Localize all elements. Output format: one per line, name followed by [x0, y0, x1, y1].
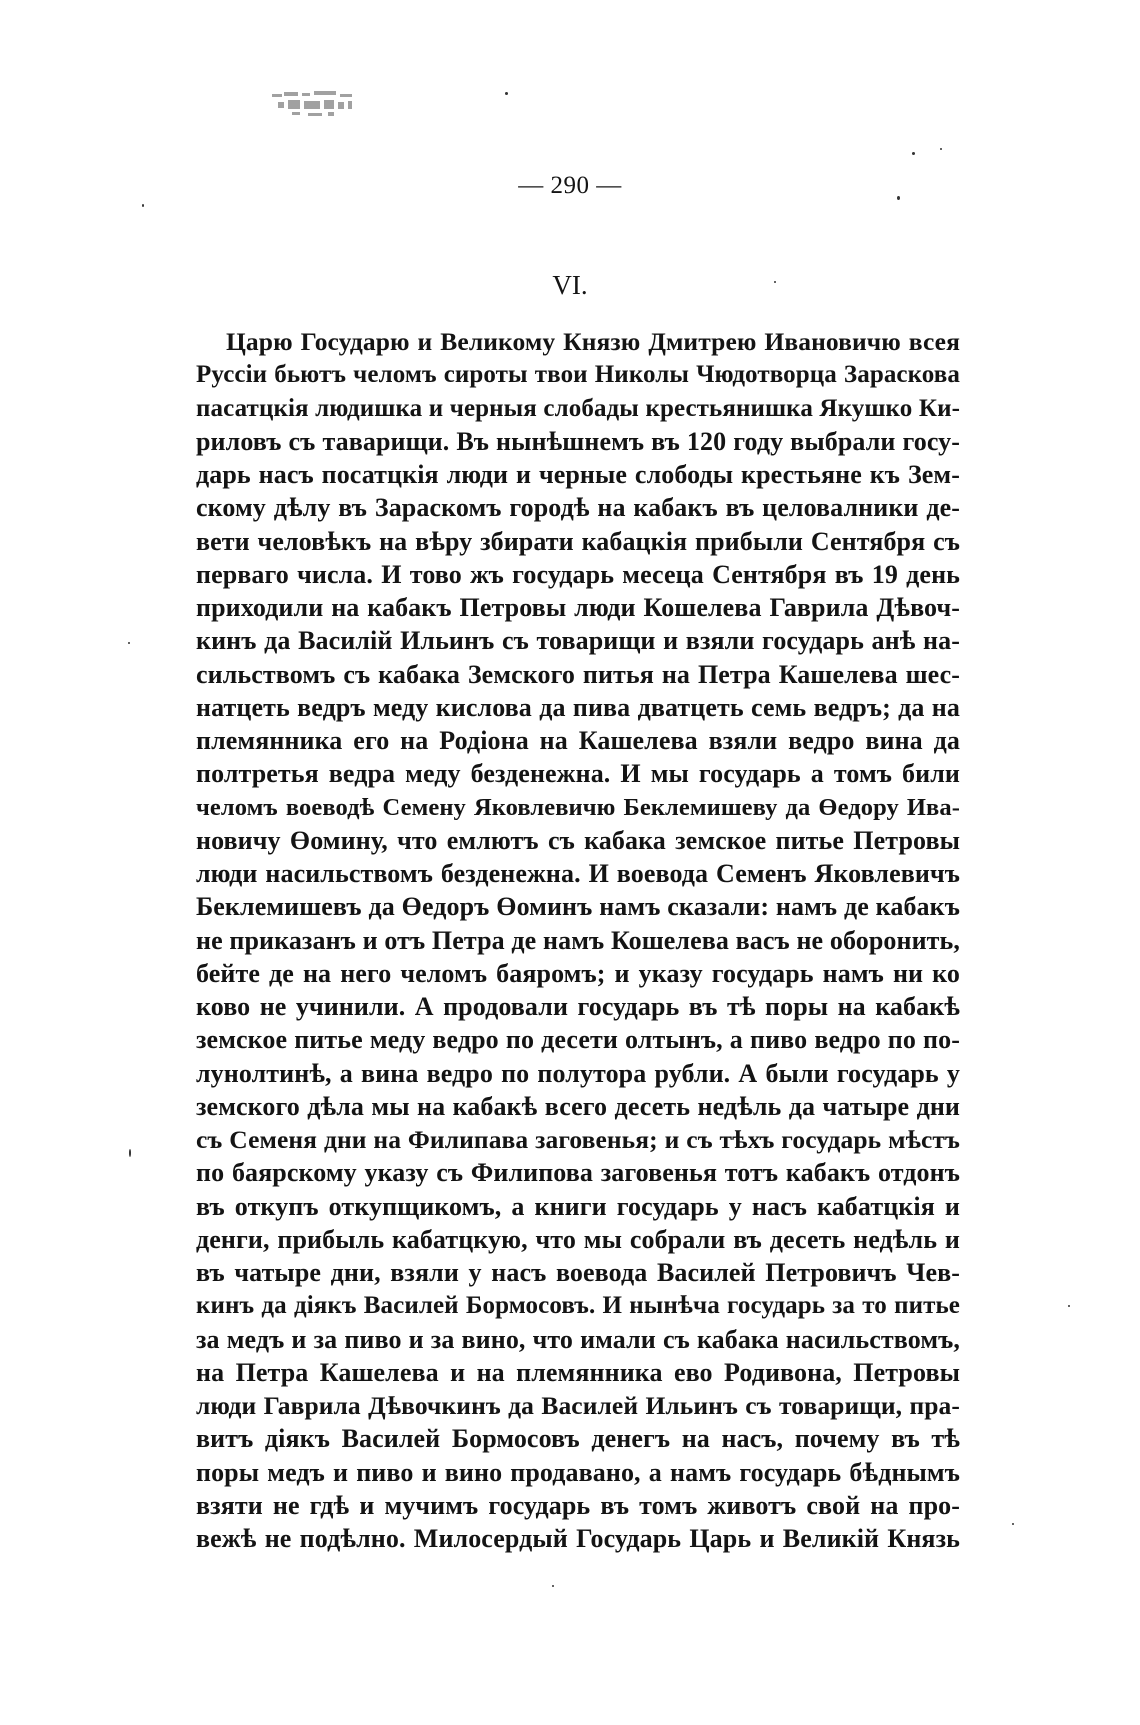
text-line: земское питье меду ведро по десети олтынъ, а пиво ведро по по- — [196, 1025, 960, 1055]
text-line: въ чатыре дни, взяли у насъ воевода Василей Петровичъ Чев- — [196, 1258, 960, 1287]
text-line: на Петра Кашелева и на племянника ево Родивона, Петровы — [196, 1357, 960, 1387]
text-line: сильствомъ съ кабака Земского питья на Петра Кашелева шес- — [196, 659, 960, 689]
text-line: челомъ воеводѣ Семену Яковлевичю Беклемишеву да Өедору Ива- — [196, 793, 960, 821]
text-line: дарь насъ посатцкія люди и черные слободы крестьяне къ Зем- — [196, 460, 960, 489]
text-line: по баярскому указу съ Филипова заговенья тотъ кабакъ отдонъ — [196, 1158, 960, 1188]
speck — [1068, 1305, 1070, 1307]
speck — [128, 642, 130, 644]
speck — [129, 1149, 131, 1157]
text-line: натцеть ведръ меду кислова да пива дватцеть семь ведръ; да на — [196, 692, 960, 722]
text-line: Царю Государю и Великому Князю Дмитрею Ивановичю всея — [226, 327, 960, 356]
text-line: денги, прибыль кабатцкую, что мы собрали въ десеть недѣль и — [196, 1224, 960, 1254]
speck — [552, 1585, 554, 1587]
text-line: кинъ да діякъ Василей Бормосовъ. И нынѣча государь за то питье — [196, 1292, 960, 1320]
text-line: лунолтинѣ, а вина ведро по полутора рубли. А были государь у — [196, 1058, 960, 1088]
text-line: поры медъ и пиво и вино продавано, а намъ государь бѣднымъ — [196, 1457, 960, 1487]
stamp-smudge-icon — [268, 88, 380, 124]
text-line: скому дѣлу въ Зараскомъ городѣ на кабакъ въ целовалники де- — [196, 493, 960, 523]
text-line: ково не учинили. А продовали государь въ тѣ поры на кабакѣ — [196, 992, 960, 1021]
text-line: племянника его на Родіона на Кашелева взяли ведро вина да — [196, 726, 960, 755]
speck — [940, 148, 942, 150]
text-line: риловъ съ таварищи. Въ нынѣшнемъ въ 120 году выбрали госу- — [196, 426, 960, 456]
section-heading: VI. — [552, 270, 588, 300]
speck — [1012, 1523, 1014, 1525]
text-line: вети человѣкъ на вѣру збирати кабацкія прибыли Сентября съ — [196, 526, 960, 556]
text-line: пасатцкія людишка и черныя слобады крестьянишка Якушко Ки- — [196, 394, 960, 422]
speck — [912, 152, 915, 155]
text-line: за медъ и за пиво и за вино, что имали съ кабака насильствомъ, — [196, 1324, 960, 1354]
text-line: вежѣ не подѣлно. Милосердый Государь Царь и Великій Князь — [196, 1524, 960, 1553]
text-line: Беклемишевъ да Өедоръ Өоминъ намъ сказали: намъ де кабакъ — [196, 892, 960, 922]
text-line: земского дѣла мы на кабакѣ всего десеть недѣль да чатыре дни — [196, 1091, 960, 1121]
text-line: не приказанъ и отъ Петра де намъ Кошелева васъ не оборонить, — [196, 925, 960, 955]
text-line: приходили на кабакъ Петровы люди Кошелева Гаврила Дѣвоч- — [196, 593, 960, 622]
text-line: взяти не гдѣ и мучимъ государь въ томъ животъ свой на про- — [196, 1490, 960, 1520]
text-line: кинъ да Василій Ильинъ съ товарищи и взяли государь анѣ на- — [196, 626, 960, 656]
text-line: бейте де на него челомъ баяромъ; и указу государь намъ ни ко — [196, 958, 960, 988]
speck — [505, 92, 508, 95]
text-line: люди Гаврила Дѣвочкинъ да Василей Ильинъ съ товарищи, пра- — [196, 1391, 960, 1420]
page-number: — 290 — — [518, 172, 622, 199]
text-line: полтретья ведра меду безденежна. И мы государь а томъ били — [196, 759, 960, 789]
text-line: витъ діякъ Василей Бормосовъ денегъ на насъ, почему въ тѣ — [196, 1424, 960, 1454]
body-paragraph — [196, 325, 960, 1555]
text-line: въ откупъ откупщикомъ, а книги государь у насъ кабатцкія и — [196, 1191, 960, 1221]
text-line: Руссіи бьютъ челомъ сироты твои Николы Чюдотворца Зараскова — [196, 361, 960, 389]
text-line: перваго числа. И тово жъ государь месеца Сентября въ 19 день — [196, 559, 960, 589]
text-line: новичу Өомину, что емлютъ съ кабака земское питье Петровы — [196, 825, 960, 855]
text-line: съ Семеня дни на Филипава заговенья; и съ тѣхъ государь мѣстъ — [196, 1125, 960, 1154]
text-line: люди насильствомъ безденежна. И воевода Семенъ Яковлевичъ — [196, 859, 960, 888]
speck — [142, 204, 144, 207]
